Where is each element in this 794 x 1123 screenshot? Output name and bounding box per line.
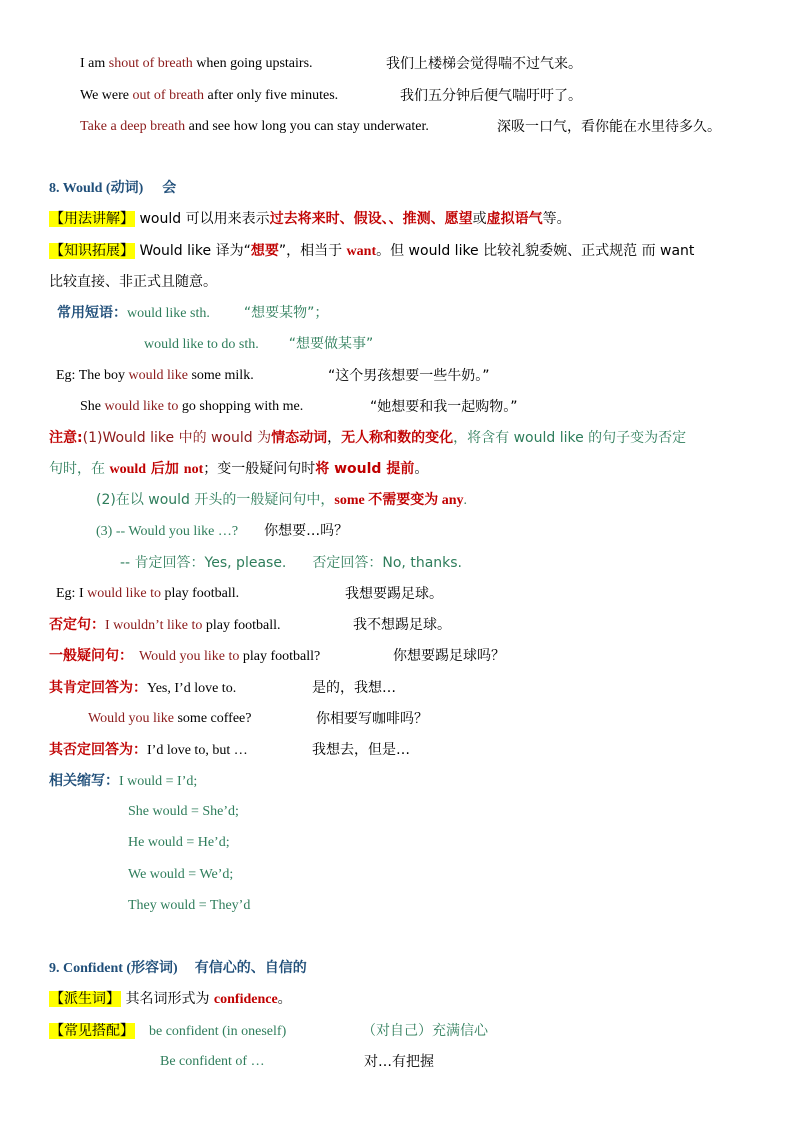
negative-label: 否定句：	[49, 617, 105, 633]
example-text: when going upstairs.	[192, 56, 313, 71]
note-end: 。	[414, 461, 429, 477]
abbr-line-1	[49, 771, 197, 792]
derivative-line	[49, 989, 292, 1010]
extension-text: 。但 would like 比较礼貌委婉、正式规范 而 want	[376, 243, 695, 259]
note-text: 后加	[146, 461, 184, 477]
no-answer-line	[49, 740, 248, 761]
usage-keyword: 假设	[353, 211, 382, 227]
usage-tag: 【用法讲解】	[50, 211, 134, 227]
abbr-item: We would = We’d;	[128, 867, 234, 882]
usage-keyword: 愿望	[444, 211, 473, 227]
no-answer-translation: 我想去，但是…	[312, 742, 410, 758]
note-line-5	[120, 553, 462, 574]
eg-line-2	[80, 397, 303, 417]
note-sep: ，	[327, 430, 342, 446]
negative-line	[49, 615, 281, 636]
note-text: (3) -- Would you like …?	[96, 524, 239, 539]
note-text: (2)在以 would 开头的一般疑问句中，	[96, 492, 335, 508]
usage-sep: 、	[430, 211, 445, 227]
collocation-line-1	[49, 1021, 286, 1042]
example-text: after only five minutes.	[204, 88, 339, 103]
phrase-line-2	[144, 334, 373, 355]
collocation-translation-1: （对自己）充满信心	[362, 1023, 488, 1039]
question-line	[49, 646, 320, 667]
note-text: ；变一般疑问句时	[203, 461, 316, 477]
note-label: 注意:	[49, 430, 83, 446]
eg-line-1	[56, 366, 254, 386]
no-answer-label: 其否定回答为：	[49, 742, 147, 758]
eg-translation-3: 我想要踢足球。	[345, 586, 443, 602]
derivative-tag: 【派生词】	[50, 991, 120, 1007]
example-text: I am	[80, 56, 109, 71]
note-keyword: would	[109, 462, 147, 477]
note-line-1	[49, 428, 686, 449]
yes-answer-translation: 是的，我想…	[312, 680, 396, 696]
answer-negative: 否定回答：No, thanks.	[312, 555, 462, 571]
derivative-word: confidence	[213, 992, 278, 1007]
usage-keyword: 推测	[402, 211, 431, 227]
question-text: play football?	[239, 649, 321, 664]
extension-keyword: want	[346, 244, 377, 259]
example-line-1	[80, 54, 313, 74]
negative-text: play football.	[202, 618, 281, 633]
abbr-label: 相关缩写：	[49, 773, 119, 789]
note-translation: 你想要…吗？	[264, 523, 349, 539]
extension-text: Would like 译为“	[135, 243, 251, 259]
usage-sep: 或	[472, 211, 487, 227]
example-highlight: out of breath	[132, 88, 205, 103]
example-highlight: shout of breath	[108, 56, 193, 71]
usage-end: 等。	[542, 211, 571, 227]
eg-text: play football.	[161, 586, 240, 601]
eg-highlight: would like	[128, 368, 188, 383]
negative-translation: 我不想踢足球。	[353, 617, 451, 633]
abbr-item: They would = They’d	[128, 898, 251, 913]
example-text: and see how long you can stay underwater.	[185, 119, 429, 134]
phrase-text: would like sth.	[127, 306, 210, 321]
collocation-tag: 【常见搭配】	[50, 1023, 134, 1039]
extension-tag: 【知识拓展】	[50, 243, 134, 259]
abbr-item: I would = I’d;	[119, 774, 198, 789]
yes-answer-line	[49, 678, 236, 699]
question-label: 一般疑问句：	[49, 648, 133, 664]
collocation-line-2: Be confident of …	[160, 1054, 265, 1069]
phrase-translation: “想要某物”；	[243, 305, 329, 321]
example-line-2	[80, 86, 338, 106]
section-9-heading	[49, 958, 307, 979]
section-title-cn: 有信心的、自信的	[194, 960, 307, 976]
extension-text: ”，相当于	[278, 243, 347, 259]
question-highlight: Would you like to	[139, 649, 240, 664]
eg-line-3	[56, 584, 239, 604]
usage-sep: 、、	[381, 211, 403, 227]
section-8-heading	[49, 178, 176, 199]
phrase-label: 常用短语：	[57, 305, 127, 321]
abbr-item: He would = He’d;	[128, 835, 230, 850]
extension-keyword: 想要	[250, 243, 279, 259]
eg-text: Eg: The boy	[56, 368, 129, 383]
eg-highlight: would like to	[87, 586, 161, 601]
coffee-text: some coffee?	[173, 711, 252, 726]
usage-keyword: 虚拟语气	[486, 211, 543, 227]
section-title-cn: 会	[162, 180, 177, 196]
question-translation: 你想要踢足球吗？	[393, 648, 505, 664]
coffee-translation: 你相要写咖啡吗？	[316, 711, 428, 727]
note-text: ，将含有 would like 的句子变为否定	[453, 430, 687, 446]
note-keyword: 情态动词	[271, 430, 328, 446]
note-keyword: 将 would 提前	[315, 461, 415, 477]
no-answer-text: I’d love to, but …	[147, 743, 248, 758]
note-keyword: not	[183, 462, 204, 477]
example-translation-2: 我们五分钟后便气喘吁吁了。	[400, 88, 582, 104]
section-title: 8. Would (动词)	[49, 181, 144, 196]
usage-line	[49, 209, 571, 230]
note-line-2	[49, 459, 428, 480]
eg-translation-1: “这个男孩想要一些牛奶。”	[328, 368, 490, 384]
phrase-translation: “想要做某事”	[288, 336, 374, 352]
answer-positive: -- 肯定回答：Yes, please.	[120, 555, 287, 571]
phrase-text: would like to do sth.	[144, 337, 259, 352]
eg-text: Eg: I	[56, 586, 88, 601]
usage-sep: 、	[339, 211, 354, 227]
phrase-line-1	[57, 303, 328, 324]
extension-line-1	[49, 241, 694, 262]
example-line-3	[80, 117, 429, 137]
usage-keyword: 过去将来时	[269, 211, 340, 227]
coffee-line	[88, 709, 251, 729]
eg-text: go shopping with me.	[178, 399, 304, 414]
eg-translation-2: “她想要和我一起购物。”	[370, 399, 518, 415]
yes-answer-text: Yes, I’d love to.	[147, 681, 237, 696]
note-text: (1)Would like 中的 would 为	[82, 430, 272, 446]
note-end: .	[463, 493, 468, 508]
example-translation-1: 我们上楼梯会觉得喘不过气来。	[386, 56, 582, 72]
section-title: 9. Confident (形容词)	[49, 961, 178, 976]
derivative-text: 其名词形式为	[121, 991, 214, 1007]
yes-answer-label: 其肯定回答为：	[49, 680, 147, 696]
collocation-text: be confident (in oneself)	[149, 1024, 287, 1039]
extension-line-2: 比较直接、非正式且随意。	[49, 274, 217, 290]
note-text: 句时，在	[49, 461, 110, 477]
example-translation-3: 深吸一口气，看你能在水里待多久。	[497, 119, 721, 135]
usage-text: would 可以用来表示	[135, 211, 270, 227]
note-keyword: some 不需要变为 any	[334, 493, 464, 508]
abbr-item: She would = She’d;	[128, 804, 239, 819]
eg-text: She	[80, 399, 105, 414]
negative-highlight: I wouldn’t like to	[105, 618, 203, 633]
eg-text: some milk.	[187, 368, 254, 383]
note-keyword: 无人称和数的变化	[341, 430, 454, 446]
derivative-end: 。	[277, 991, 292, 1007]
example-highlight: Take a deep breath	[80, 119, 186, 134]
example-text: We were	[80, 88, 133, 103]
note-line-3	[96, 490, 467, 511]
eg-highlight: would like to	[104, 399, 179, 414]
collocation-translation-2: 对…有把握	[364, 1054, 434, 1070]
coffee-highlight: Would you like	[88, 711, 174, 726]
note-line-4	[96, 521, 348, 542]
